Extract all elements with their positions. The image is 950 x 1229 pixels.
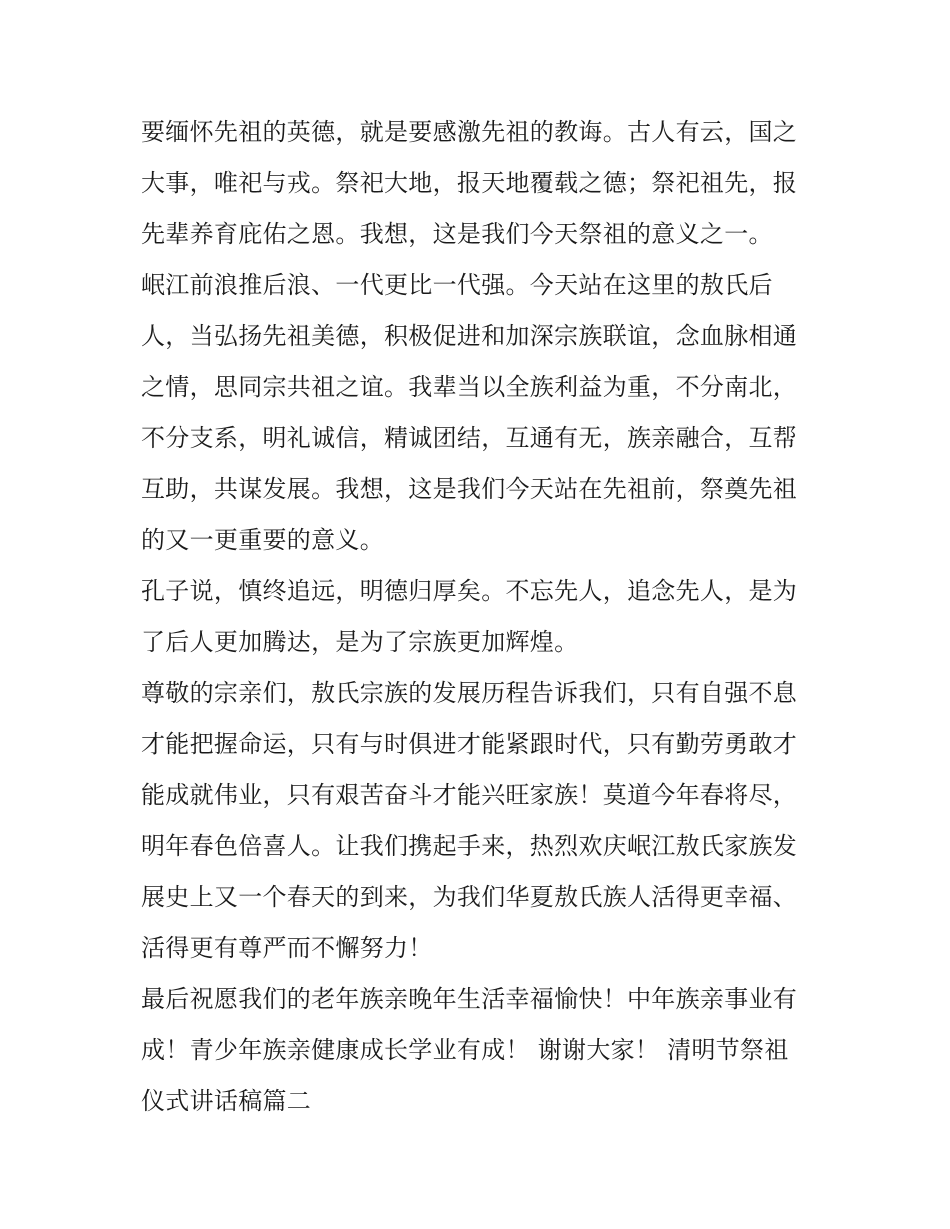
- text-line: 大事，唯祀与戎。祭祀大地，报天地覆载之德；祭祀祖先，报: [141, 169, 798, 197]
- text-line: 明年春色倍喜人。让我们携起手来，热烈欢庆岷江敖氏家族发: [141, 832, 798, 860]
- text-line: 之情，思同宗共祖之谊。我辈当以全族利益为重，不分南北，: [141, 373, 798, 401]
- text-line: 岷江前浪推后浪、一代更比一代强。今天站在这里的敖氏后: [141, 271, 773, 299]
- text-line: 才能把握命运，只有与时俱进才能紧跟时代，只有勤劳勇敢才: [141, 730, 798, 758]
- text-line: 了后人更加腾达，是为了宗族更加辉煌。: [141, 628, 579, 656]
- text-line: 人，当弘扬先祖美德，积极促进和加深宗族联谊，念血脉相通: [141, 322, 798, 350]
- text-line: 互助，共谋发展。我想，这是我们今天站在先祖前，祭奠先祖: [141, 475, 798, 503]
- text-line: 孔子说，慎终追远，明德归厚矣。不忘先人，追念先人，是为: [141, 577, 798, 605]
- text-line: 最后祝愿我们的老年族亲晚年生活幸福愉快！中年族亲事业有: [141, 985, 798, 1013]
- text-line: 要缅怀先祖的英德，就是要感激先祖的教诲。古人有云，国之: [141, 118, 798, 146]
- text-line: 展史上又一个春天的到来，为我们华夏敖氏族人活得更幸福、: [141, 883, 798, 911]
- text-line: 不分支系，明礼诚信，精诚团结，互通有无，族亲融合，互帮: [141, 424, 798, 452]
- text-line: 先辈养育庇佑之恩。我想，这是我们今天祭祖的意义之一。: [141, 220, 773, 248]
- text-line: 尊敬的宗亲们，敖氏宗族的发展历程告诉我们，只有自强不息: [141, 679, 798, 707]
- text-line: 成！青少年族亲健康成长学业有成！ 谢谢大家！ 清明节祭祖: [141, 1036, 789, 1064]
- text-line: 仪式讲话稿篇二: [141, 1087, 312, 1115]
- text-line: 活得更有尊严而不懈努力！: [141, 934, 433, 962]
- document-body: [141, 107, 811, 1127]
- text-line: 的又一更重要的意义。: [141, 526, 384, 554]
- text-line: 能成就伟业，只有艰苦奋斗才能兴旺家族！莫道今年春将尽，: [141, 781, 798, 809]
